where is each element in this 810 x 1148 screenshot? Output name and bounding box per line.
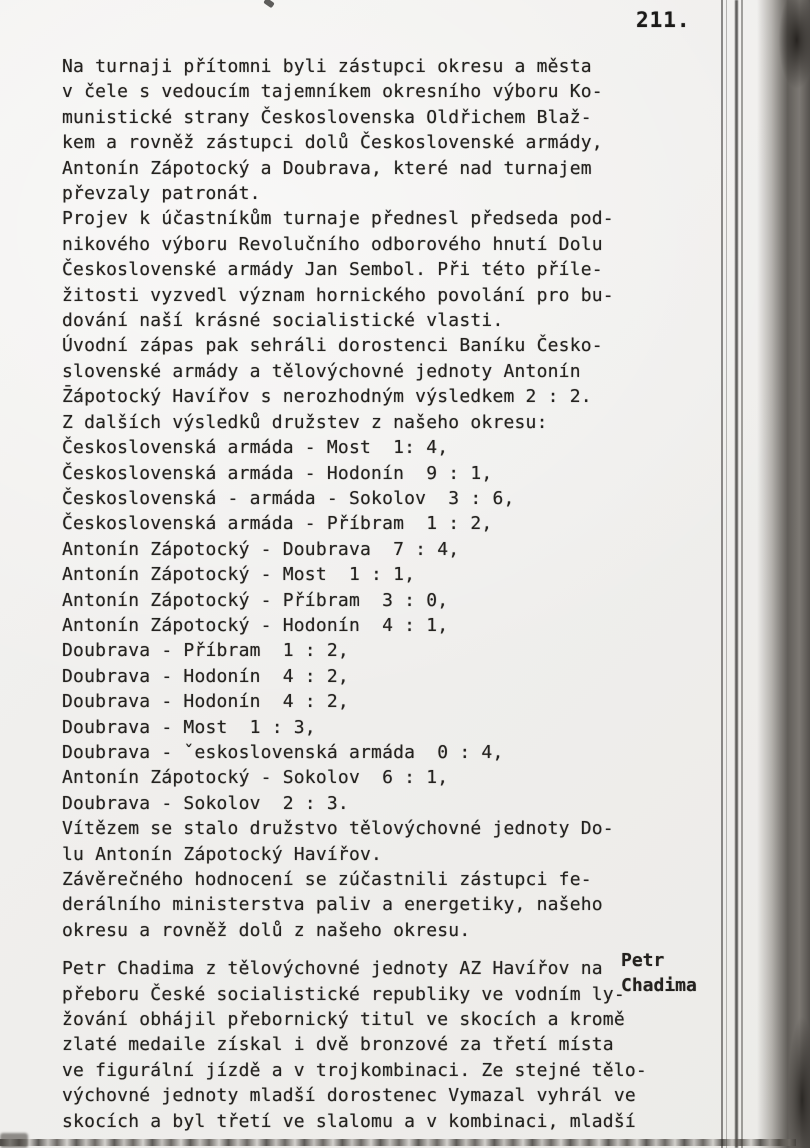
page-number: 211. [636,8,691,32]
text-line: Závěrečného hodnocení se zúčastnili zástupci fe- [62,869,592,890]
text-line: skocích a byl třetí ve slalomu a v kombinaci, mladší [62,1110,636,1132]
margin-note-line: Petr [621,950,665,971]
text-line: derálního ministerstva paliv a energetiky, našeho [62,894,603,916]
text-line: Antonín Zápotocký - Hodonín 4 : 1, [62,614,449,636]
scan-line [735,0,738,1148]
text-line: Antonín Zápotocký - Doubrava 7 : 4, [62,538,460,560]
scan-edge-band [757,0,810,1148]
text-line: žování obhájil přebornický titul ve skocích a kromě [62,1009,625,1031]
text-line: slovenské armády a tělovýchovné jednoty Antonín [62,360,581,382]
text-line: nikového výboru Revolučního odborového hnutí Dolu [62,233,603,255]
text-line: Doubrava - ˇeskoslovenská armáda 0 : 4, [62,741,504,763]
text-line: okresu a rovněž dolů z našeho okresu. [62,919,471,941]
margin-note [621,948,697,999]
text-line: Československé armády Jan Sembol. Při této příle- [62,259,603,281]
text-line: Československá armáda - Hodonín 9 : 1, [62,462,493,484]
text-line: Na turnaji přítomni byli zástupci okresu a města [62,56,592,77]
text-line: ve figurální jízdě a v trojkombinaci. Ze stejné tělo- [62,1059,647,1081]
scan-blob [0,1133,28,1148]
text-line: v čele s vedoucím tajemníkem okresního výboru Ko- [62,81,603,103]
scan-speck [263,0,275,8]
text-line: Z̄ápotocký Havířov s nerozhodným výsledkem 2 : 2. [62,386,592,408]
text-line: lu Antonín Zápotocký Havířov. [62,843,383,865]
text-line: Doubrava - Sokolov 2 : 3. [62,792,349,814]
scan-strip-bottom [0,1139,796,1146]
text-line: munistické strany Československa Oldřichem Blaž- [62,106,592,128]
scan-line [726,0,727,1148]
text-line: Vítězem se stalo družstvo tělovýchovné jednoty Do- [62,818,614,840]
text-line: žitosti vyzvedl význam hornického povolání pro bu- [62,284,614,306]
paragraph-tournament-report [62,54,647,943]
text-line: Doubrava - Hodonín 4 : 2, [62,691,349,713]
margin-note-line: Chadima [621,975,697,997]
text-line: Z dalších výsledků družstev z našeho okresu: [62,411,548,433]
text-line: Doubrava - Hodonín 4 : 2, [62,665,349,687]
text-line: Doubrava - Příbram 1 : 2, [62,640,349,662]
scan-line [741,0,743,1148]
scan-line [721,0,723,1148]
text-line: výchovné jednoty mladší dorostenec Vymazal vyhrál ve [62,1085,636,1107]
text-line: Projev k účastníkům turnaje přednesl předseda pod- [62,208,614,230]
text-line: Antonín Zápotocký - Most 1 : 1, [62,564,416,586]
text-line: převzaly patronát. [62,183,261,205]
text-line: Antonín Zápotocký a Doubrava, které nad turnajem [62,157,592,179]
text-line: Československá armáda - Most 1: 4, [62,437,449,459]
text-line: dování naší krásné socialistické vlasti. [62,310,504,332]
text-line: Petr Chadima z tělovýchovné jednoty AZ Havířov na [62,958,603,980]
text-line: přeboru České socialistické republiky ve vodním ly- [62,983,625,1005]
text-line: Československá armáda - Příbram 1 : 2, [62,513,493,535]
text-line: Antonín Zápotocký - Příbram 3 : 0, [62,589,449,611]
text-line: Doubrava - Most 1 : 3, [62,716,316,738]
text-line: kem a rovněž zástupci dolů Československé armády, [62,132,603,154]
paragraph-petr-chadima [62,956,647,1134]
text-line: Československá - armáda - Sokolov 3 : 6, [62,487,515,509]
text-line: Úvodní zápas pak sehráli dorostenci Baníku Česko- [62,335,603,357]
text-line: zlaté medaile získal i dvě bronzové za třetí místa [62,1034,614,1056]
body-text [62,54,647,1134]
text-line: Antonín Zápotocký - Sokolov 6 : 1, [62,767,449,789]
